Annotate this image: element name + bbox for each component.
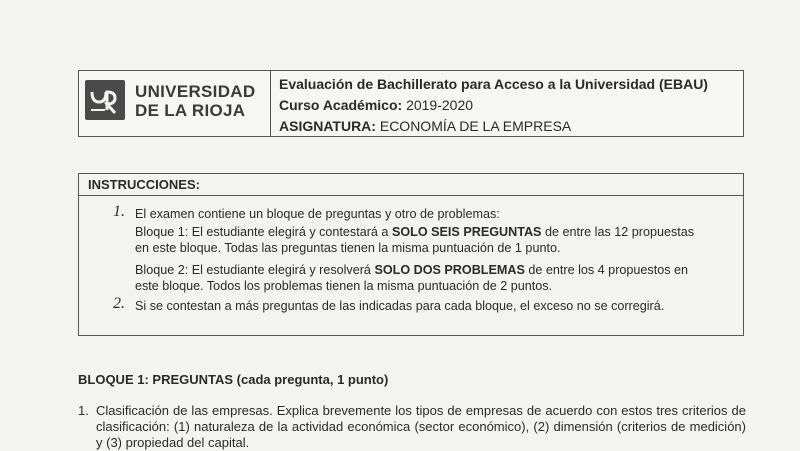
course-value: 2019-2020 (406, 97, 474, 113)
bloque2-text-pre: Bloque 2: El estudiante elegirá y resolverá (135, 263, 375, 277)
question-item (78, 403, 746, 451)
bloque1-text-line2: en este bloque. Todas las preguntas tienen la misma puntuación de 1 punto. (135, 241, 561, 255)
section-title: BLOQUE 1: PREGUNTAS (cada pregunta, 1 punto) (78, 372, 389, 387)
bloque2-text-post: de entre los 4 propuestos en (524, 263, 689, 277)
instruction-item-1: El examen contiene un bloque de preguntas y otro de problemas: (135, 207, 500, 221)
university-logo-icon (85, 80, 125, 120)
bloque1-text-bold: SOLO SEIS PREGUNTAS (391, 225, 542, 239)
bloque2-text-line2: este bloque. Todos los problemas tienen la misma puntuación de 2 puntos. (135, 279, 553, 293)
exam-title: Evaluación de Bachillerato para Acceso a la Universidad (EBAU) (279, 76, 708, 92)
instruction-number-1: 1. (113, 203, 125, 220)
subject-row (279, 118, 571, 134)
course-row (279, 97, 473, 113)
bloque1-description (135, 224, 735, 256)
instructions-box (78, 173, 744, 336)
exam-header (78, 70, 744, 137)
instruction-number-2: 2. (113, 295, 125, 312)
bloque1-text-post: de entre las 12 propuestas (541, 225, 695, 239)
university-name-line2: DE LA RIOJA (135, 101, 246, 120)
instructions-heading: INSTRUCCIONES: (79, 174, 743, 196)
subject-label: ASIGNATURA: (279, 118, 376, 134)
question-number: 1. (78, 403, 89, 418)
bloque2-text-bold: SOLO DOS PROBLEMAS (374, 263, 525, 277)
question-text: Clasificación de las empresas. Explica brevemente los tipos de empresas de acuerdo con estos tres criterios de clasificación: (1) naturaleza de la actividad económica (sector económico), (2) dimensión (criterios de medición) y (3) propiedad del capital. (96, 403, 746, 450)
subject-value: ECONOMÍA DE LA EMPRESA (379, 118, 572, 134)
university-name-line1: UNIVERSIDAD (135, 82, 256, 101)
bloque2-description (135, 262, 735, 294)
bloque1-text-pre: Bloque 1: El estudiante elegirá y contestará a (135, 225, 392, 239)
course-label: Curso Académico: (279, 97, 403, 113)
university-logo-area (79, 71, 271, 136)
instruction-item-2: Si se contestan a más preguntas de las indicadas para cada bloque, el exceso no se corregirá. (135, 299, 665, 313)
